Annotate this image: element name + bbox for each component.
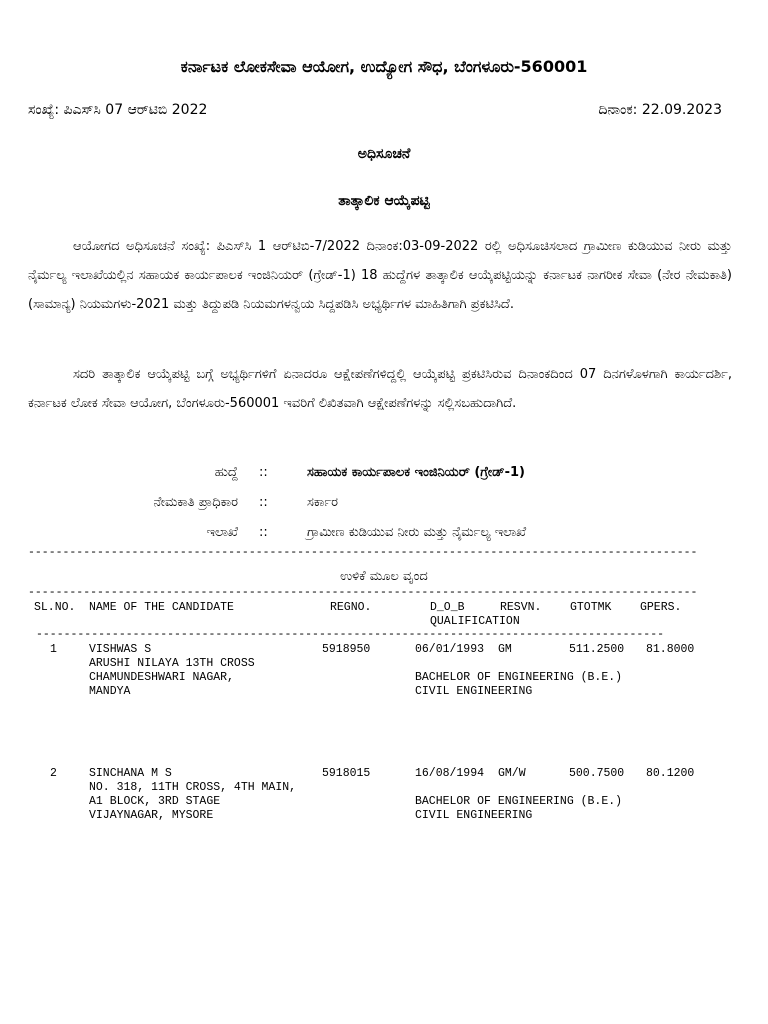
candidate-address-line: NO. 318, 11TH CROSS, 4TH MAIN, <box>89 781 297 794</box>
row-candidate <box>89 767 296 823</box>
provisional-list-heading: ತಾತ್ಕಾಲಿಕ ಆಯ್ಕೆಪಟ್ಟಿ <box>338 193 430 209</box>
office-header-title: ಕರ್ನಾಟಕ ಲೋಕಸೇವಾ ಆಯೋಗ, ಉದ್ಯೋಗ ಸೌಧ, ಬೆಂಗಳೂರು-560001 <box>180 57 588 76</box>
header-qualification: QUALIFICATION <box>430 615 520 628</box>
qualification-line: CIVIL ENGINEERING <box>415 809 533 822</box>
candidate-address-line: A1 BLOCK, 3RD STAGE <box>89 795 221 808</box>
table-section-title: ಉಳಿಕೆ ಮೂಲ ವೃಂದ <box>340 569 428 584</box>
reference-number: ಸಂಖ್ಯೆ: ಪಿಎಸ್‌ಸಿ 07 ಆರ್‌ಟಿಬಿ 2022 <box>28 102 208 118</box>
notification-date: ದಿನಾಂಕ: 22.09.2023 <box>598 102 722 118</box>
row-resvn: GM/W <box>498 767 526 780</box>
info-post <box>0 465 768 483</box>
row-qualification <box>415 671 622 699</box>
table-rule-header: ------------------------------------------------------------------------------------------- <box>36 628 665 641</box>
candidate-name: SINCHANA M S <box>89 767 172 780</box>
row-slno: 1 <box>50 643 57 656</box>
row-dob: 16/08/1994 <box>415 767 485 780</box>
qualification-line: BACHELOR OF ENGINEERING (B.E.) <box>415 671 623 684</box>
notification-heading: ಅಧಿಸೂಚನೆ <box>357 146 411 162</box>
info-authority-value: ಸರ್ಕಾರ <box>307 495 338 510</box>
candidate-address-line: CHAMUNDESHWARI NAGAR, <box>89 671 234 684</box>
table-rule-top: ------------------------------------------------------------------------------------------------- <box>28 546 698 559</box>
header-resvn: RESVN. <box>500 601 542 614</box>
info-separator: :: <box>259 495 268 510</box>
candidate-address-line: ARUSHI NILAYA 13TH CROSS <box>89 657 255 670</box>
header-regno: REGNO. <box>330 601 372 614</box>
header-dob: D_O_B <box>430 601 465 614</box>
row-gpers: 81.8000 <box>646 643 695 656</box>
info-separator: :: <box>259 465 268 480</box>
objection-paragraph: ಸದರಿ ತಾತ್ಕಾಲಿಕ ಆಯ್ಕೆಪಟ್ಟಿ ಬಗ್ಗೆ ಅಭ್ಯರ್ಥಿಗಳಿಗೆ ಏನಾದರೂ ಆಕ್ಷೇಪಣೆಗಳಿದ್ದಲ್ಲಿ ಆಯ್ಕೆಪಟ್ಟಿ ಪ್ರಕಟಿಸಿರುವ ದಿನಾಂಕದಿಂದ 07 ದಿನಗಳೊಳಗಾಗಿ ಕಾರ್ಯದರ್ಶಿ, ಕರ್ನಾಟಕ ಲೋಕ ಸೇವಾ ಆಯೋಗ, ಬೆಂಗಳೂರು-560001 ಇವರಿಗೆ ಲಿಖಿತವಾಗಿ ಆಕ್ಷೇಪಣೆಗಳನ್ನು ಸಲ್ಲಿಸಬಹುದಾಗಿದೆ. <box>28 367 732 411</box>
row-qualification <box>415 795 622 823</box>
row-gpers: 80.1200 <box>646 767 695 780</box>
row-gtotmk: 500.7500 <box>569 767 625 780</box>
header-name: NAME OF THE CANDIDATE <box>89 601 234 614</box>
info-authority-label: ನೇಮಕಾತಿ ಪ್ರಾಧಿಕಾರ <box>153 495 238 510</box>
info-post-value: ಸಹಾಯಕ ಕಾರ್ಯಪಾಲಕ ಇಂಜಿನಿಯರ್ (ಗ್ರೇಡ್-1) <box>307 465 525 480</box>
candidate-address-line: VIJAYNAGAR, MYSORE <box>89 809 214 822</box>
info-department <box>0 525 768 543</box>
intro-paragraph: ಆಯೋಗದ ಅಧಿಸೂಚನೆ ಸಂಖ್ಯೆ: ಪಿಎಸ್‌ಸಿ 1 ಆರ್‌ಟಿಬಿ-7/2022 ದಿನಾಂಕ:03-09-2022 ರಲ್ಲಿ ಅಧಿಸೂಚಿಸಲಾದ ಗ್ರಾಮೀಣ ಕುಡಿಯುವ ನೀರು ಮತ್ತು ನೈರ್ಮಲ್ಯ ಇಲಾಖೆಯಲ್ಲಿನ ಸಹಾಯಕ ಕಾರ್ಯಪಾಲಕ ಇಂಜಿನಿಯರ್ (ಗ್ರೇಡ್-1) 18 ಹುದ್ದೆಗಳ ತಾತ್ಕಾಲಿಕ ಆಯ್ಕೆಪಟ್ಟಿಯನ್ನು ಕರ್ನಾಟಕ ನಾಗರೀಕ ಸೇವಾ (ನೇರ ನೇಮಕಾತಿ) (ಸಾಮಾನ್ಯ) ನಿಯಮಗಳು-2021 ಮತ್ತು ತಿದ್ದುಪಡಿ ನಿಯಮಗಳನ್ವಯ ಸಿದ್ದಪಡಿಸಿ ಅಭ್ಯರ್ಥಿಗಳ ಮಾಹಿತಿಗಾಗಿ ಪ್ರಕಟಿಸಿದೆ. <box>28 239 732 312</box>
table-rule-mid: ------------------------------------------------------------------------------------------------- <box>28 586 698 599</box>
row-regno: 5918015 <box>322 767 371 780</box>
info-department-value: ಗ್ರಾಮೀಣ ಕುಡಿಯುವ ನೀರು ಮತ್ತು ನೈರ್ಮಲ್ಯ ಇಲಾಖೆ <box>307 525 527 540</box>
row-regno: 5918950 <box>322 643 371 656</box>
row-gtotmk: 511.2500 <box>569 643 625 656</box>
row-resvn: GM <box>498 643 512 656</box>
qualification-line: BACHELOR OF ENGINEERING (B.E.) <box>415 795 623 808</box>
candidate-address-line: MANDYA <box>89 685 131 698</box>
row-candidate <box>89 643 255 699</box>
header-slno: SL.NO. <box>34 601 76 614</box>
qualification-line: CIVIL ENGINEERING <box>415 685 533 698</box>
info-authority <box>0 495 768 513</box>
header-gtotmk: GTOTMK <box>570 601 612 614</box>
candidate-name: VISHWAS S <box>89 643 152 656</box>
info-post-label: ಹುದ್ದೆ <box>214 465 238 480</box>
row-dob: 06/01/1993 <box>415 643 485 656</box>
info-separator: :: <box>259 525 268 540</box>
row-slno: 2 <box>50 767 57 780</box>
header-gpers: GPERS. <box>640 601 682 614</box>
info-department-label: ಇಲಾಖೆ <box>206 525 238 540</box>
